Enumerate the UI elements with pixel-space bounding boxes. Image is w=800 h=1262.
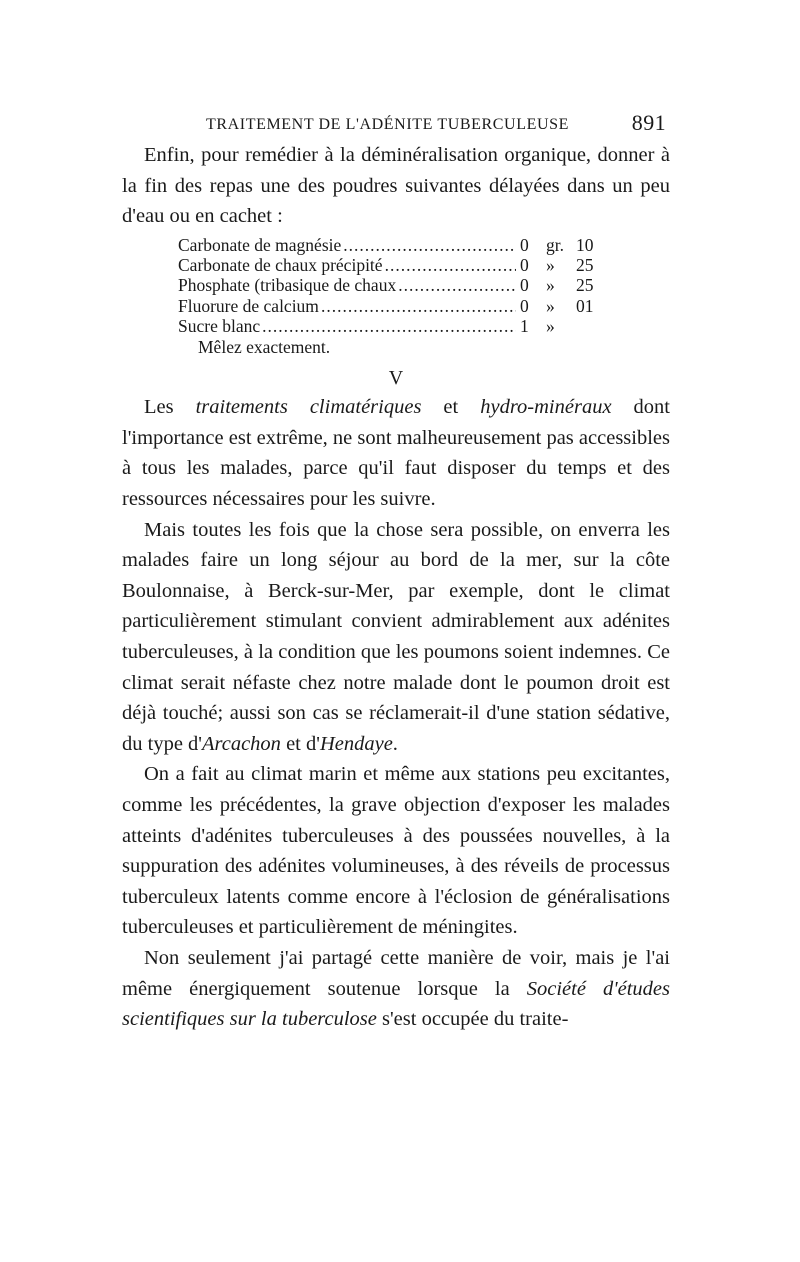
ingredient-name: Sucre blanc: [178, 315, 261, 336]
ingredient-name: Carbonate de magnésie: [178, 234, 342, 255]
text-run: Mais toutes les fois que la chose sera possible, on enverra les malades faire un long séjour au bord de la mer, sur la côte Boulonnaise, à Berck-sur-Mer, par exemple, dont le climat particulièrement stimulant convient admirablement aux adénites tuberculeuses, à la condition que les poumons soient indemnes. Ce climat serait néfaste chez notre malade dont le poumon droit est déjà touché; aussi son cas se réclamerait-il d'une station sédative, du type d': [122, 518, 670, 755]
paragraph-society: [122, 943, 670, 1035]
formula-row: [178, 255, 598, 275]
quantity-whole: 0: [520, 234, 529, 255]
quantity-fraction: 25: [576, 275, 594, 296]
paragraph-climatic-treatments: [122, 392, 670, 514]
paragraph-objection: On a fait au climat marin et même aux stations peu excitantes, comme les précédentes, la grave objection d'exposer les malades atteints d'adénites tuberculeuses à des poussées nouvelles, à la suppuration des adénites volumineuses, à des réveils de processus tuberculeux latents comme encore à l'éclosion de généralisations tuberculeuses et particulièrement de méningites.: [122, 763, 670, 939]
quantity-fraction: 25: [576, 255, 594, 276]
quantity-unit: »: [546, 255, 555, 276]
formula-list: [178, 235, 598, 358]
text-run: Non seulement j'ai partagé cette manière de voir, mais je l'ai même énergiquement soutenue lorsque la: [122, 946, 670, 1000]
quantity-whole: 0: [520, 295, 529, 316]
running-head: [122, 104, 670, 140]
text-run: .: [392, 732, 398, 755]
quantity-unit: »: [546, 295, 555, 316]
running-title: TRAITEMENT DE L'ADÉNITE TUBERCULEUSE: [206, 116, 569, 133]
italic-place: Hendaye: [319, 732, 393, 755]
section-number: V: [388, 367, 404, 390]
dot-leader: [398, 275, 516, 295]
italic-term: traitements climatériques: [195, 396, 422, 419]
text-run: dont l'importance est extrême, ne sont malheureusement pas accessibles à tous les malades, parce qu'il faut disposer du temps et des ressources nécessaires pour les suivre.: [122, 396, 670, 511]
formula-row: [178, 316, 598, 336]
quantity-whole: 0: [520, 275, 529, 296]
quantity-fraction: 01: [576, 295, 594, 316]
quantity-whole: 0: [520, 255, 529, 276]
text-run: s'est occupée du traite-: [376, 1008, 569, 1031]
text-run: et: [421, 396, 481, 419]
italic-place: Arcachon: [202, 732, 281, 755]
dot-leader: [385, 255, 516, 275]
ingredient-name: Fluorure de calcium: [178, 295, 319, 316]
quantity-unit: gr.: [546, 234, 564, 255]
italic-term: hydro-minéraux: [480, 396, 612, 419]
formula-instruction: Mêlez exactement.: [198, 337, 331, 358]
italic-society-name: Société d'études scientifiques sur la tuberculose: [122, 977, 671, 1031]
formula-row: [178, 235, 598, 255]
formula-row: [178, 275, 598, 295]
quantity-whole: 1: [520, 315, 529, 336]
text-run: Les: [144, 396, 196, 419]
text-run: et d': [280, 732, 320, 755]
intro-paragraph: Enfin, pour remédier à la déminéralisation organique, donner à la fin des repas une des poudres suivantes délayées dans un peu d'eau ou en cachet :: [122, 144, 670, 228]
paragraph-seaside-stay: [122, 515, 670, 760]
book-page: [122, 104, 670, 1035]
quantity-fraction: 10: [576, 234, 594, 255]
dot-leader: [321, 296, 516, 316]
ingredient-name: Carbonate de chaux précipité: [178, 255, 383, 276]
dot-leader: [262, 316, 516, 336]
dot-leader: [343, 235, 516, 255]
ingredient-name: Phosphate (tribasique de chaux: [178, 275, 397, 296]
formula-row: [178, 296, 598, 316]
quantity-unit: »: [546, 275, 555, 296]
page-number: 891: [631, 110, 666, 135]
quantity-unit: »: [546, 315, 555, 336]
